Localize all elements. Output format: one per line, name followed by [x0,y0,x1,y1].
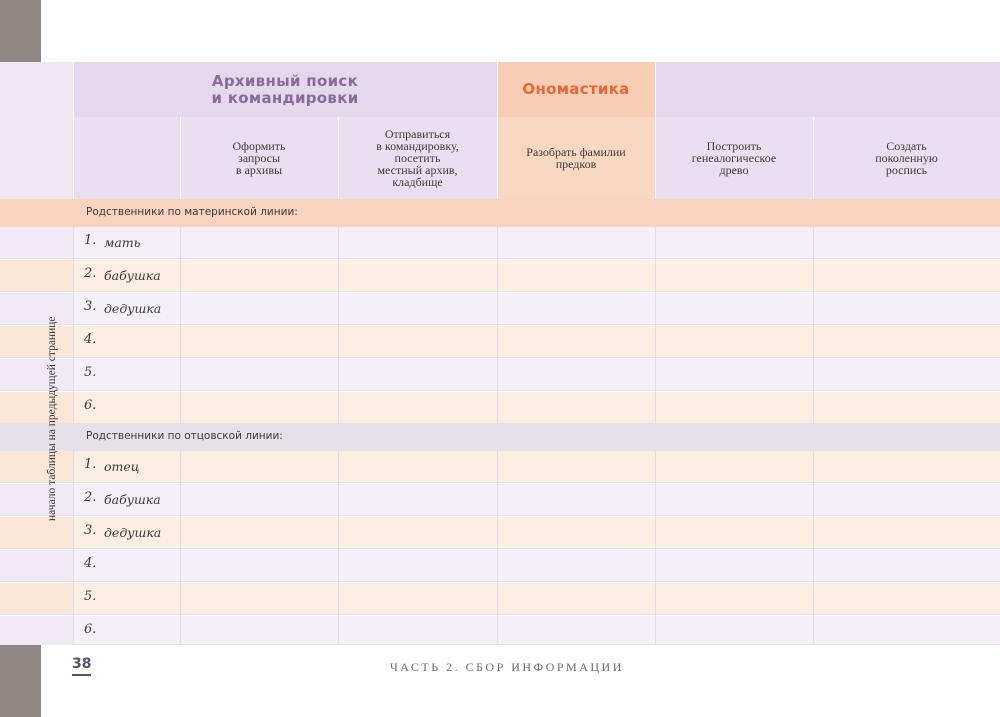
row-number: 2. [84,490,97,505]
group-title-empty [655,62,1000,117]
chapter-title: ЧАСТЬ 2. СБОР ИНФОРМАЦИИ [390,660,624,674]
genealogy-table [0,62,1000,645]
section-band-maternal [0,199,1000,227]
row-number: 5. [84,589,97,604]
row-relative: бабушка [104,492,161,507]
side-note: начало таблицы на предыдущей странице [46,316,58,521]
table-row [0,227,1000,259]
row-number: 1. [84,233,97,248]
row-relative: дедушка [104,301,162,316]
column-header-surnames: Разобрать фамилии предков [497,117,655,199]
table-row [0,583,1000,615]
table-row [0,326,1000,358]
table-row [0,517,1000,549]
page-number: 38 [72,656,91,676]
table-row [0,550,1000,582]
table-row [0,293,1000,325]
table-row [0,616,1000,645]
column-header-tree: Построить генеалогическое древо [655,117,813,199]
page-spine-bottom [0,645,41,717]
subheader-stub [73,117,180,199]
table-row [0,484,1000,516]
row-number: 3. [84,523,97,538]
row-relative: отец [104,459,140,474]
column-header-pedigree: Создать поколенную роспись [813,117,1000,199]
header-corner [0,62,73,117]
page-spine-top [0,0,41,62]
group-title-onomastics: Ономастика [497,62,655,117]
row-number: 3. [84,299,97,314]
table-row [0,260,1000,292]
row-number: 2. [84,266,97,281]
column-header-requests: Оформить запросы в архивы [180,117,338,199]
section-band-paternal [0,423,1000,451]
row-number: 6. [84,398,97,413]
row-number: 1. [84,457,97,472]
row-relative: дедушка [104,525,162,540]
row-relative: бабушка [104,268,161,283]
row-number: 5. [84,365,97,380]
table-row [0,451,1000,483]
group-title-archive: Архивный поиск и командировки [73,62,497,117]
section-label-paternal: Родственники по отцовской линии: [86,430,283,442]
row-relative: мать [104,235,141,250]
row-number: 4. [84,332,97,347]
subheader-corner [0,117,73,199]
table-row [0,392,1000,424]
section-label-maternal: Родственники по материнской линии: [86,206,298,218]
row-number: 4. [84,556,97,571]
row-number: 6. [84,622,97,637]
column-header-trip: Отправиться в командировку, посетить местный архив, кладбище [338,117,497,199]
table-row [0,359,1000,391]
